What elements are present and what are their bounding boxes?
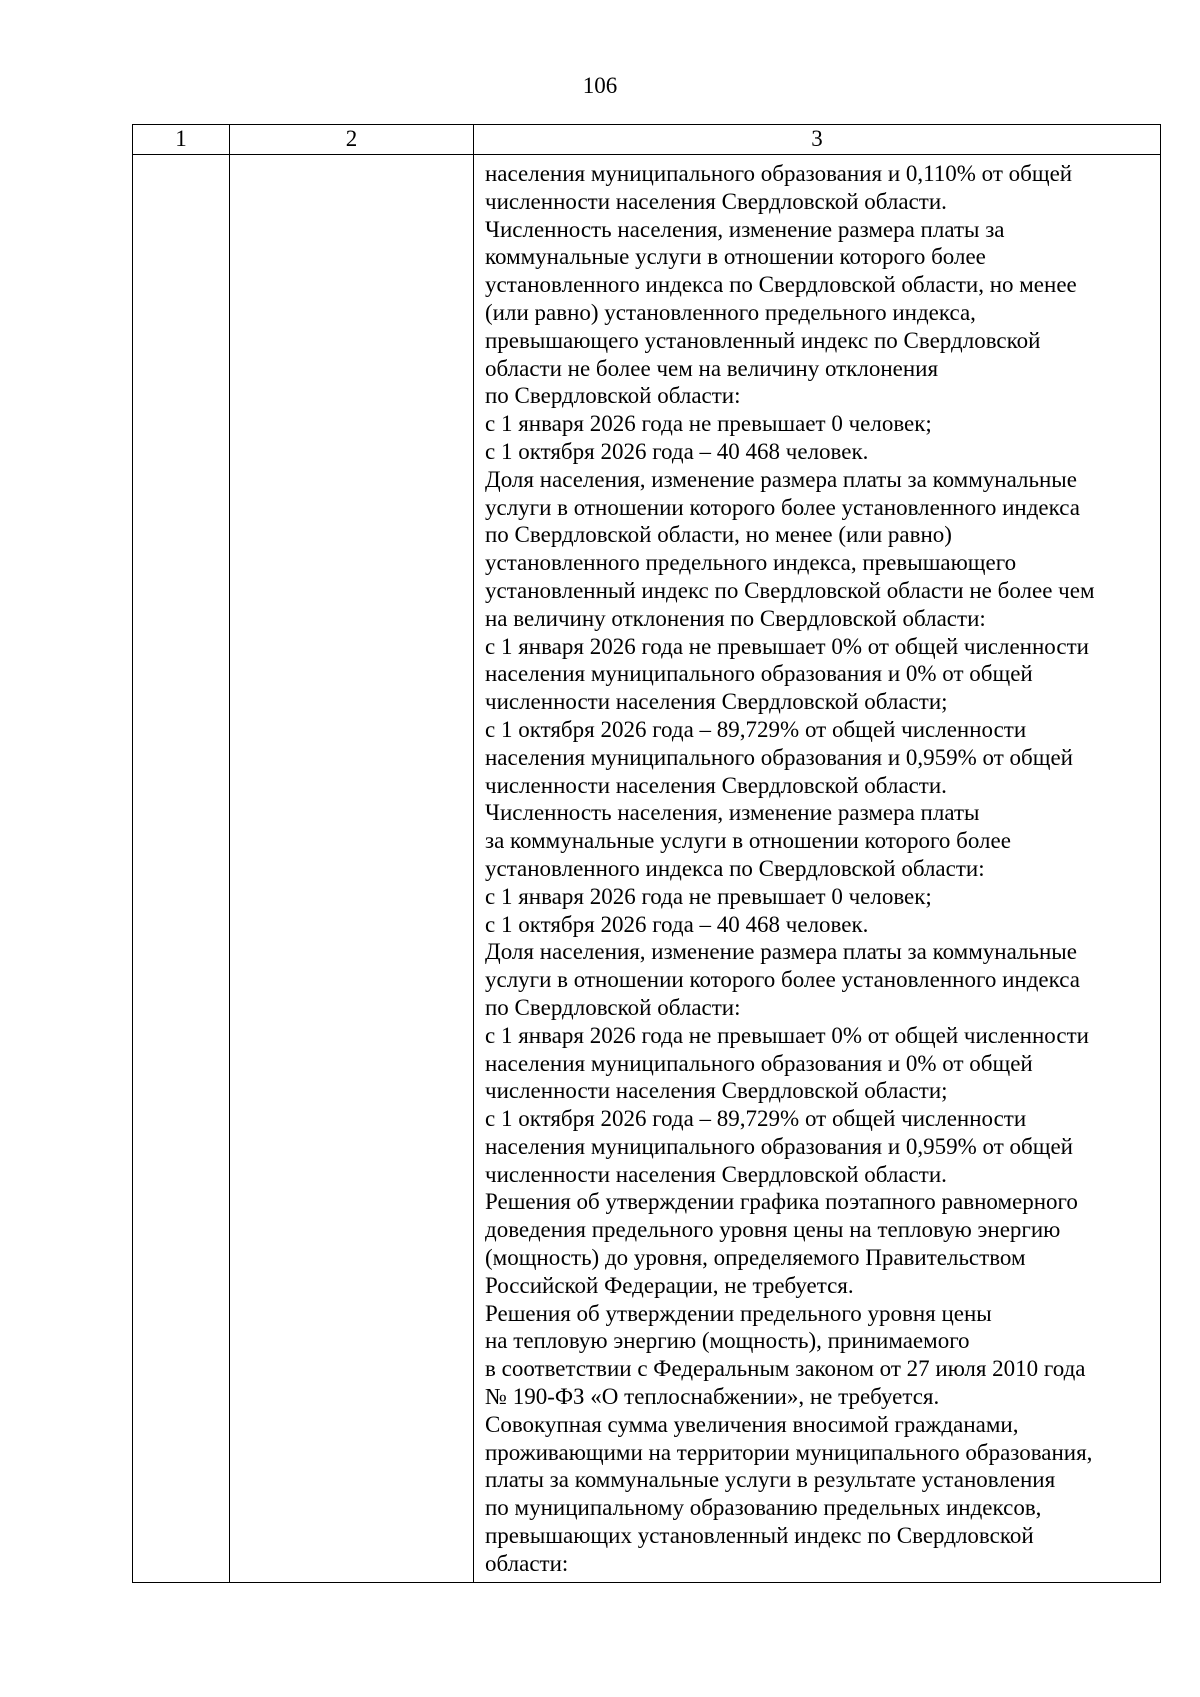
text-line: с 1 января 2026 года не превышает 0% от общей численности (485, 633, 1089, 659)
text-line: с 1 января 2026 года не превышает 0 человек; (485, 411, 932, 437)
text-line: (или равно) установленного предельного индекса, (485, 299, 976, 325)
text-line: численности населения Свердловской области. (485, 772, 947, 798)
text-line: (мощность) до уровня, определяемого Правительством (485, 1245, 1026, 1271)
text-line: на тепловую энергию (мощность), принимаемого (485, 1328, 970, 1354)
text-line: Доля населения, изменение размера платы за коммунальные (485, 939, 1077, 965)
text-line: коммунальные услуги в отношении которого более (485, 244, 986, 270)
text-line: области: (485, 1550, 569, 1576)
header-cell-3: 3 (474, 125, 1161, 155)
text-line: населения муниципального образования и 0% от общей (485, 661, 1033, 687)
text-line: установленный индекс по Свердловской области не более чем (485, 577, 1095, 603)
text-line: численности населения Свердловской области. (485, 188, 947, 214)
text-line: услуги в отношении которого более установленного индекса (485, 967, 1080, 993)
text-line: по муниципальному образованию предельных индексов, (485, 1495, 1042, 1521)
text-line: с 1 октября 2026 года – 40 468 человек. (485, 438, 869, 464)
text-line: доведения предельного уровня цены на тепловую энергию (485, 1217, 1061, 1243)
text-line: установленного индекса по Свердловской области, но менее (485, 272, 1077, 298)
text-line: с 1 октября 2026 года – 89,729% от общей численности (485, 716, 1027, 742)
text-line: на величину отклонения по Свердловской области: (485, 605, 986, 631)
text-line: превышающих установленный индекс по Свердловской (485, 1523, 1034, 1549)
text-line: услуги в отношении которого более установленного индекса (485, 494, 1080, 520)
text-line: численности населения Свердловской области. (485, 1161, 947, 1187)
text-line: в соответствии с Федеральным законом от 27 июля 2010 года (485, 1356, 1086, 1382)
text-line: по Свердловской области: (485, 383, 741, 409)
body-cell-3 (474, 155, 1161, 1583)
table-header-row (133, 125, 1161, 155)
text-line: численности населения Свердловской области; (485, 689, 948, 715)
header-cell-2: 2 (230, 125, 474, 155)
text-line: установленного предельного индекса, превышающего (485, 550, 1017, 576)
text-line: платы за коммунальные услуги в результате установления (485, 1467, 1056, 1493)
page-number: 106 (582, 73, 618, 98)
text-line: Российской Федерации, не требуется. (485, 1272, 854, 1298)
body-cell-1 (133, 155, 230, 1583)
text-line: № 190-ФЗ «О теплоснабжении», не требуется. (485, 1384, 940, 1410)
text-line: Решения об утверждении предельного уровня цены (485, 1300, 992, 1326)
text-line: с 1 октября 2026 года – 40 468 человек. (485, 911, 869, 937)
text-line: превышающего установленный индекс по Свердловской (485, 327, 1041, 353)
text-line: с 1 октября 2026 года – 89,729% от общей численности (485, 1106, 1027, 1132)
text-line: с 1 января 2026 года не превышает 0% от общей численности (485, 1022, 1089, 1048)
column3-text (485, 160, 1152, 1578)
text-line: с 1 января 2026 года не превышает 0 человек; (485, 883, 932, 909)
text-line: Доля населения, изменение размера платы за коммунальные (485, 466, 1077, 492)
text-line: населения муниципального образования и 0,110% от общей (485, 161, 1073, 186)
body-cell-2 (230, 155, 474, 1583)
text-line: установленного индекса по Свердловской области: (485, 855, 985, 881)
table-row (133, 155, 1161, 1583)
text-line: населения муниципального образования и 0% от общей (485, 1050, 1033, 1076)
text-line: за коммунальные услуги в отношении которого более (485, 828, 1011, 854)
text-line: Численность населения, изменение размера платы (485, 800, 980, 826)
text-line: населения муниципального образования и 0,959% от общей (485, 744, 1073, 770)
header-cell-1: 1 (133, 125, 230, 155)
text-line: населения муниципального образования и 0,959% от общей (485, 1133, 1073, 1159)
text-line: Совокупная сумма увеличения вносимой гражданами, (485, 1411, 1019, 1437)
text-line: Численность населения, изменение размера платы за (485, 216, 1005, 242)
text-line: области не более чем на величину отклонения (485, 355, 939, 381)
text-line: Решения об утверждении графика поэтапного равномерного (485, 1189, 1078, 1215)
text-line: численности населения Свердловской области; (485, 1078, 948, 1104)
text-line: по Свердловской области, но менее (или равно) (485, 522, 952, 548)
text-line: проживающими на территории муниципального образования, (485, 1439, 1093, 1465)
text-line: по Свердловской области: (485, 994, 741, 1020)
document-table (132, 124, 1161, 1583)
